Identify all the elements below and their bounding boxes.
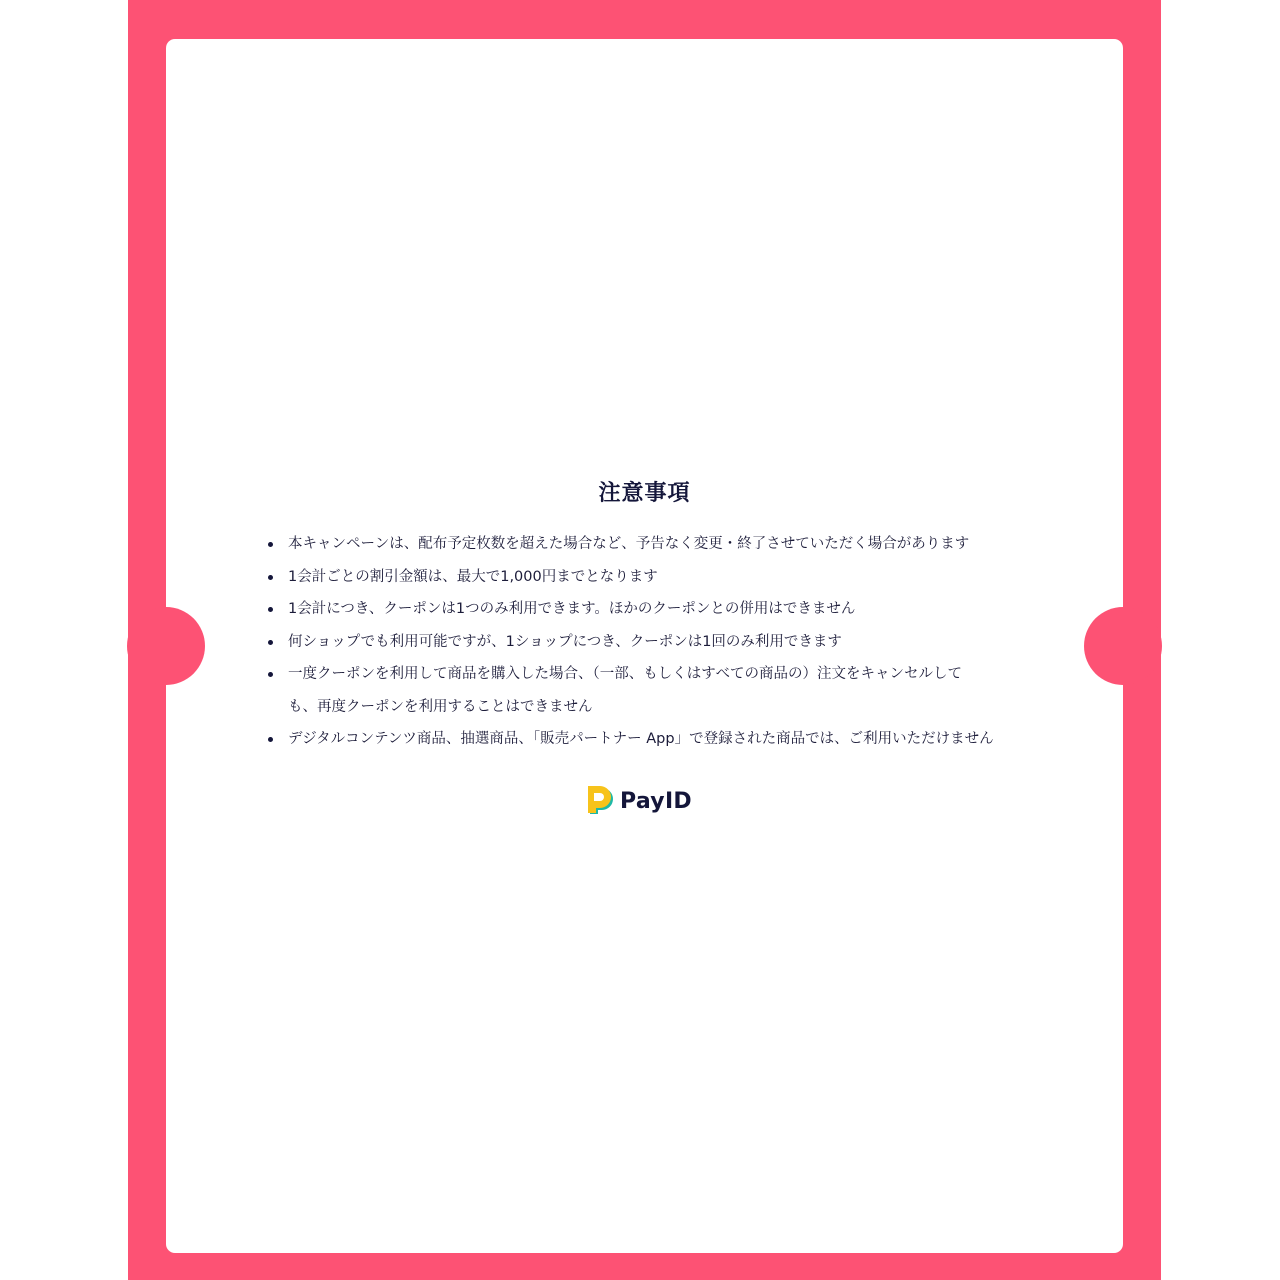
notice-item: [274, 626, 1034, 659]
bullet-icon: [268, 737, 273, 742]
bullet-icon: [268, 542, 273, 547]
notice-section: [166, 476, 1123, 756]
notice-item-text: 一度クーポンを利用して商品を購入した場合、（一部、もしくはすべての商品の）注文をキャンセルして も、再度クーポンを利用することはできません: [288, 666, 962, 715]
notice-item: [274, 593, 1034, 626]
bullet-icon: [268, 672, 273, 677]
notice-item: [274, 528, 1034, 561]
notice-item-text: 1会計につき、クーポンは1つのみ利用できます。ほかのクーポンとの併用はできません: [288, 601, 856, 617]
bullet-icon: [268, 575, 273, 580]
payid-logo: [586, 786, 692, 816]
notice-item-text: 本キャンペーンは、配布予定枚数を超えた場合など、予告なく変更・終了させていただく場合があります: [288, 536, 970, 552]
payid-logo-text: PayID: [620, 788, 692, 814]
notice-item: [274, 723, 1034, 756]
bullet-icon: [268, 607, 273, 612]
notice-list: [274, 528, 1034, 756]
notice-item-text: 1会計ごとの割引金額は、最大で1,000円までとなります: [288, 568, 658, 585]
notice-title: 注意事項: [598, 481, 691, 506]
notice-item-text: 何ショップでも利用可能ですが、1ショップにつき、クーポンは1回のみ利用できます: [288, 633, 842, 650]
notice-item: [274, 561, 1034, 594]
notice-item-text: デジタルコンテンツ商品、抽選商品、「販売パートナー App」で登録された商品では、ご利用いただけません: [288, 731, 994, 747]
notice-item: [274, 658, 1034, 723]
bullet-icon: [268, 640, 273, 645]
payid-logo-icon: [586, 786, 614, 816]
